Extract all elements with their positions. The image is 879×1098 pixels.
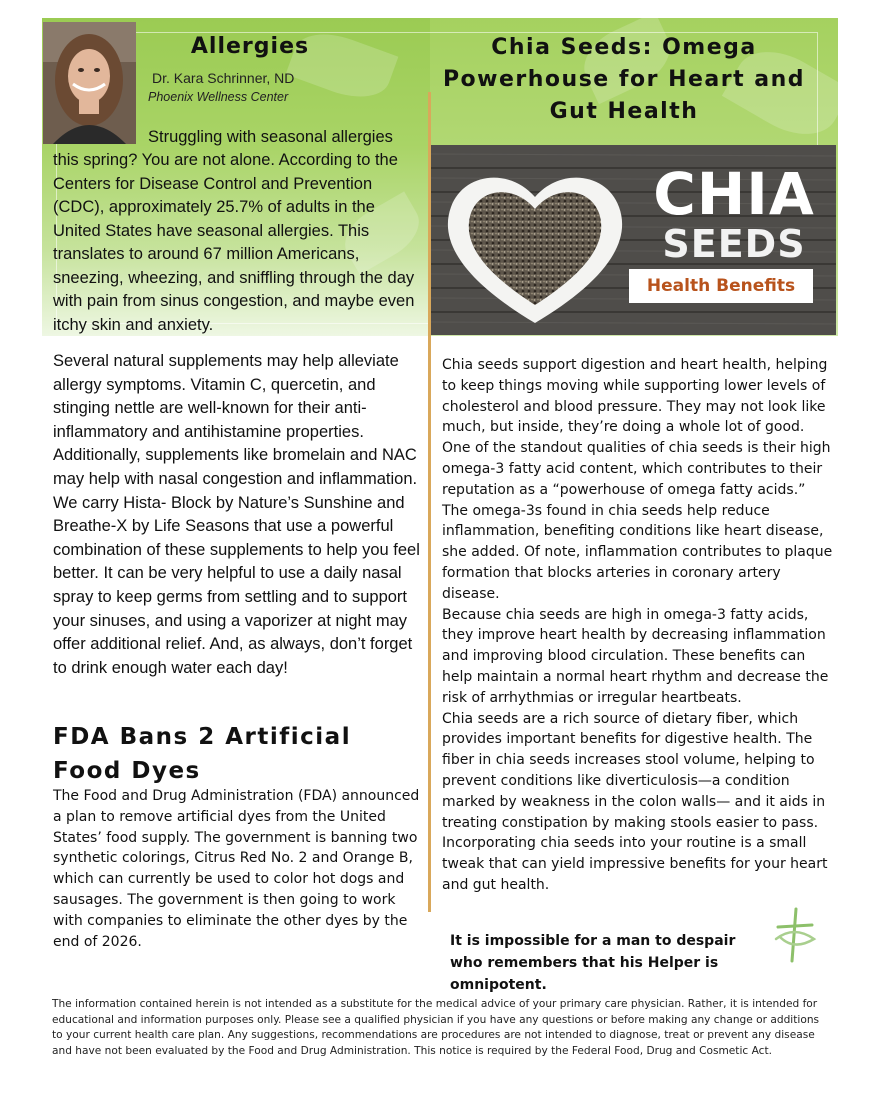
chia-image-word-seeds: SEEDS [662,222,806,266]
allergies-intro-first-line: Struggling with seasonal allergies [148,128,393,146]
chia-image-word-chia: CHIA [653,160,815,228]
author-organization: Phoenix Wellness Center [148,90,289,104]
chia-seeds-image [431,145,836,335]
inspirational-quote: It is impossible for a man to despair who remembers that his Helper is omnipotent. [450,933,736,993]
chia-paragraph-fiber: Chia seeds are a rich source of dietary fiber, which provides important benefits for digestive health. The fiber in chia seeds increases stool volume, helping to prevent conditions like diverticulosis—a condition marked by weakness in the colon walls— and it aids in treating constipation by making stools easier to pass. Incorporating chia seeds into your routine is a small tweak that can yield impressive benefits for your heart and gut health. [442,710,828,893]
medical-disclaimer: The information contained herein is not intended as a substitute for the medical advice of your primary care physician. Rather, it is intended for educational and information purposes only. Please see a qualified physician if you have any questions or before making any change or additions to your current health care plan. Any suggestions, recommendations are procedures are not intended to diagnose, treat or prevent any disease and have not been evaluated by the Food and Drug Administration. This notice is required by the Federal Food, Drug and Cosmetic Act. [52,998,820,1057]
author-name: Dr. Kara Schrinner, ND [152,70,295,86]
allergies-intro: this spring? You are not alone. According to the Centers for Disease Control and Prevention (CDC), approximately 25.7% of adults in the United States have seasonal allergies. This translates to around 67 million Americans, sneezing, wheezing, and sniffling through the day with pain from sinus congestion, and maybe even itchy skin and anxiety. [53,151,415,334]
allergies-supplements-paragraph: Several natural supplements may help alleviate allergy symptoms. Vitamin C, quercetin, and stinging nettle are well-known for their anti-inflammatory and antihistamine properties. Additionally, supplements like bromelain and NAC may help with nasal congestion and inflammation. We carry Hista- Block by Nature’s Sunshine and Breathe-X by Life Seasons that use a powerful combination of these supplements to help you feel better. It can be very helpful to use a daily nasal spray to keep germs from settling and to support your sinuses, and using a vaporizer at night may offer additional relief. And, as always, don’t forget to drink enough water each day! [53,352,420,677]
chia-body [442,355,834,896]
chia-title: Chia Seeds: Omega Powerhouse for Heart and Gut Health [442,35,806,124]
author-photo [43,22,136,144]
chia-paragraph-heart: Because chia seeds are high in omega-3 fatty acids, they improve heart health by decreasing inflammation and improving blood circulation. These benefits can help maintain a normal heart rhythm and decrease the risk of arrhythmias or irregular heartbeats. [442,606,829,706]
fda-title: FDA Bans 2 Artificial Food Dyes [53,724,352,784]
fda-body: The Food and Drug Administration (FDA) announced a plan to remove artificial dyes from the United States’ food supply. The government is banning two synthetic colorings, Citrus Red No. 2 and Orange B, which can currently be used to color hot dogs and sausages. The government is then going to work with companies to eliminate the other dyes by the end of 2026. [53,788,420,950]
cross-logo-icon [770,905,820,965]
chia-paragraph-digestion: Chia seeds support digestion and heart health, helping to keep things moving while supporting lower levels of cholesterol and blood pressure. They may not look like much, but inside, they’re doing a whole lot of good. One of the standout qualities of chia seeds is their high omega-3 fatty acid content, which contributes to their reputation as a “powerhouse of omega fatty acids.” The omega-3s found in chia seeds help reduce inflammation, benefiting conditions like heart disease, she added. Of note, inflammation contributes to plaque formation that blocks arteries in coronary artery disease. [442,357,833,602]
allergies-title: Allergies [190,34,310,59]
author-portrait-icon [43,22,136,144]
health-benefits-label: Health Benefits [646,276,796,296]
